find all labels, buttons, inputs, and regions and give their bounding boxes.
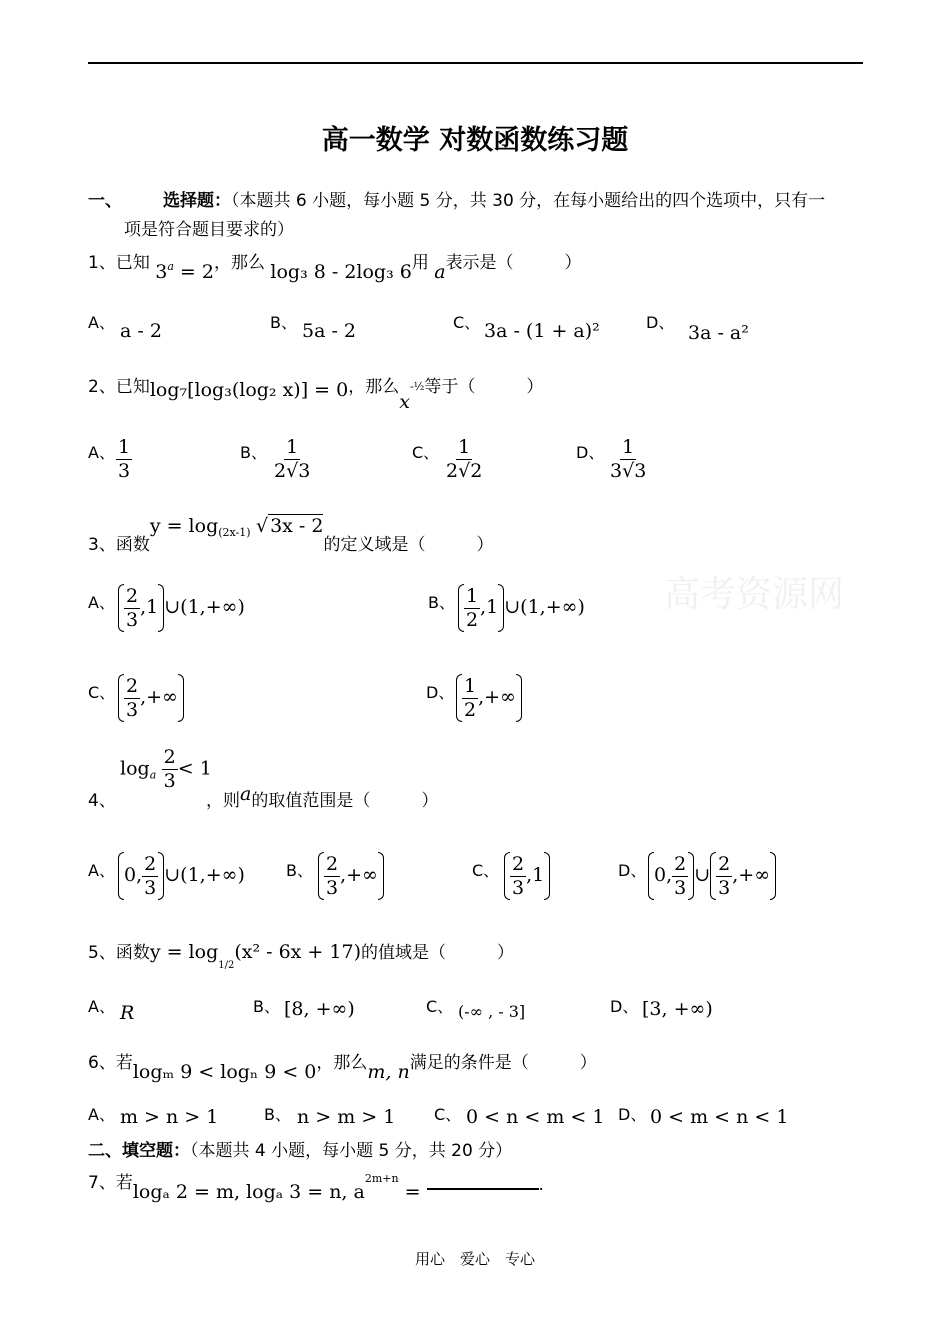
header-rule xyxy=(88,62,863,64)
q4-option-d-label: D、 xyxy=(618,861,647,880)
q3-d-rest: ,+∞ xyxy=(478,686,516,708)
q2-mid: ，那么 xyxy=(348,377,400,397)
q4-log: log xyxy=(120,757,150,780)
q6-number: 6、若 xyxy=(88,1053,133,1073)
question-5 xyxy=(88,938,514,971)
q4-base: a xyxy=(149,768,157,782)
q2-c-num: 1 xyxy=(458,436,471,458)
q4-b-frac: $\frac{2}{3}$ xyxy=(326,852,339,899)
q3-option-d-label: D、 xyxy=(426,683,455,702)
q2-option-b-frac xyxy=(272,436,312,483)
q6-vars: m, n xyxy=(367,1061,410,1083)
q6-expr: logₘ 9 < logₙ 9 < 0 xyxy=(132,1061,317,1083)
q3-option-b xyxy=(458,584,585,632)
section1-header xyxy=(163,186,825,211)
q3-radicand: 3x - 2 xyxy=(270,515,324,537)
q6-option-b: n > m > 1 xyxy=(297,1106,396,1128)
q2-option-b xyxy=(272,436,312,483)
q2-b-den: 2√3 xyxy=(274,459,311,482)
q2-option-c xyxy=(444,436,484,483)
question-2 xyxy=(88,372,544,413)
q4-option-c: $\frac{2}{3}$ ,1 xyxy=(504,852,550,900)
q3-c-den: 3 xyxy=(126,698,139,721)
q3-b-num: 1 xyxy=(466,584,479,607)
q7-exp: 2m+n xyxy=(364,1172,399,1185)
q6-option-a-label: A、 xyxy=(88,1105,115,1124)
q2-option-d-frac xyxy=(608,436,648,483)
q4-a-frac: $\frac{2}{3}$ xyxy=(144,852,157,899)
watermark: 高考资源网 xyxy=(664,574,845,615)
q1-option-d: 3a - a² xyxy=(688,322,749,344)
q6-option-d-label: D、 xyxy=(618,1105,647,1124)
q4-option-a-label: A、 xyxy=(88,861,115,880)
q2-b-num: 1 xyxy=(286,436,299,458)
q1-option-c-label: C、 xyxy=(453,313,481,332)
q4-number: 4、 xyxy=(88,791,116,811)
q2-option-b-label: B、 xyxy=(240,443,267,462)
q3-b-frac xyxy=(464,585,480,632)
q2-option-a-label: A、 xyxy=(88,443,115,462)
q5-option-b: [8, +∞) xyxy=(284,998,355,1020)
q4-mid: ，则 xyxy=(206,791,240,811)
q4-frac xyxy=(162,746,178,793)
q7-number: 7、若 xyxy=(88,1173,133,1193)
q3-number: 3、函数 xyxy=(88,535,150,555)
q3-a-union: ∪(1,+∞) xyxy=(164,596,245,618)
q7-expr: logₐ 2 = m, logₐ 3 = n, a xyxy=(132,1181,365,1203)
q2-c-den: 2√2 xyxy=(446,459,483,482)
q5-option-a-label: A、 xyxy=(88,997,115,1016)
q4-tail: 的取值范围是（ ） xyxy=(251,791,439,811)
q1-tail: 表示是（ ） xyxy=(445,253,582,273)
q3-d-num: 1 xyxy=(464,674,477,697)
q4-ineq: < 1 xyxy=(177,757,212,780)
q4-d-close2 xyxy=(770,852,776,900)
section1-desc-line2: 项是符合题目要求的） xyxy=(124,220,294,240)
q4-c-close xyxy=(544,852,550,900)
q4-frac-den: 3 xyxy=(163,769,176,792)
q1-option-a-label: A、 xyxy=(88,313,115,332)
q3-sqrt: √ 3x - 2 xyxy=(255,515,324,537)
question-6 xyxy=(88,1048,597,1083)
q5-expr: y = log xyxy=(149,941,219,963)
q5-tail: 的值域是（ ） xyxy=(360,943,514,963)
question-3 xyxy=(88,512,494,555)
q2-exponent: -½ xyxy=(409,380,425,393)
q3-c-close xyxy=(178,674,184,722)
q1-option-b-label: B、 xyxy=(270,313,297,332)
q7-eq: = xyxy=(398,1181,421,1203)
question-1 xyxy=(88,248,582,283)
q4-option-d: 0, $\frac{2}{3}$ ∪ $\frac{2}{3}$ ,+∞ xyxy=(648,852,776,900)
q3-c-frac xyxy=(124,675,140,722)
q4-c-frac: $\frac{2}{3}$ xyxy=(512,852,525,899)
q1-option-d-label: D、 xyxy=(646,313,675,332)
q1-option-a: a - 2 xyxy=(120,320,162,342)
q2-tail: 等于（ ） xyxy=(424,377,544,397)
q2-d-den: 3√3 xyxy=(610,459,647,482)
q4-d-open1 xyxy=(648,852,654,900)
q4-d-frac1: $\frac{2}{3}$ xyxy=(674,852,687,899)
q1-use: 用 xyxy=(411,253,429,273)
q3-option-c-label: C、 xyxy=(88,683,116,702)
q4-var: a xyxy=(240,783,252,805)
q3-option-c xyxy=(118,674,184,722)
q3-c-num: 2 xyxy=(126,674,139,697)
q3-a-num: 2 xyxy=(126,584,139,607)
q3-b-union: ∪(1,+∞) xyxy=(504,596,585,618)
q3-d-den: 2 xyxy=(464,698,477,721)
q6-option-c: 0 < n < m < 1 xyxy=(466,1106,605,1128)
q4-option-b-label: B、 xyxy=(286,861,313,880)
question-4 xyxy=(120,746,212,793)
q6-option-d: 0 < m < n < 1 xyxy=(650,1106,789,1128)
q1-mid: ，那么 xyxy=(213,253,265,273)
q4-option-b: $\frac{2}{3}$ ,+∞ xyxy=(318,852,384,900)
q3-a-frac xyxy=(124,585,140,632)
q2-option-a xyxy=(116,436,132,483)
q4-d-frac2: $\frac{2}{3}$ xyxy=(718,852,731,899)
q4-option-a: 0, $\frac{2}{3}$ ∪(1,+∞) xyxy=(118,852,245,900)
q2-expression: log₇[log₃(log₂ x)] = 0 xyxy=(149,379,349,401)
section1-desc-line1: （本题共 6 小题，每小题 5 分，共 30 分，在每小题给出的四个选项中，只有一 xyxy=(231,191,826,211)
q3-tail: 的定义域是（ ） xyxy=(323,535,494,555)
footer: 用心 爱心 专心 xyxy=(414,1250,535,1268)
q4-d-close1 xyxy=(688,852,694,900)
q5-arg: (x² - 6x + 17) xyxy=(234,941,361,963)
q2-a-num: 1 xyxy=(118,436,131,458)
q5-option-a: R xyxy=(120,1002,135,1024)
section1-label: 一、 xyxy=(88,191,122,211)
q2-number: 2、已知 xyxy=(88,377,150,397)
q4-a-close xyxy=(158,852,164,900)
q4-frac-num: 2 xyxy=(163,746,176,768)
q1-number: 1、已知 xyxy=(88,253,150,273)
q1-cond-rest: = 2 xyxy=(173,261,214,283)
q5-option-c: (-∞ , - 3] xyxy=(458,1002,526,1021)
q2-option-c-label: C、 xyxy=(412,443,440,462)
q7-answer-blank[interactable] xyxy=(427,1188,539,1190)
q1-condition xyxy=(155,261,214,283)
q3-option-d xyxy=(456,674,522,722)
q3-c-rest: ,+∞ xyxy=(140,686,178,708)
q2-option-d-label: D、 xyxy=(576,443,605,462)
q2-d-num: 1 xyxy=(622,436,635,458)
q4-b-close xyxy=(378,852,384,900)
q3-b-rest: ,1 xyxy=(480,596,499,618)
q3-b-den: 2 xyxy=(466,608,479,631)
q4-option-c-label: C、 xyxy=(472,861,500,880)
q3-base: (2x-1) xyxy=(218,526,251,539)
section2-header xyxy=(88,1136,512,1161)
q2-var: x xyxy=(399,391,410,413)
q6-option-a: m > n > 1 xyxy=(120,1106,219,1128)
q2-option-c-frac xyxy=(444,436,484,483)
q5-option-d: [3, +∞) xyxy=(642,998,713,1020)
q1-expression: log₃ 8 - 2log₃ 6 xyxy=(270,261,412,283)
q3-option-a xyxy=(118,584,245,632)
q3-option-a-label: A、 xyxy=(88,593,115,612)
q1-option-b: 5a - 2 xyxy=(302,320,357,342)
q3-expr-y: y = log xyxy=(149,515,219,537)
q6-option-b-label: B、 xyxy=(264,1105,291,1124)
section2-desc: （本题共 4 小题，每小题 5 分，共 20 分） xyxy=(190,1141,513,1161)
section2-heading: 二、填空题： xyxy=(88,1141,190,1161)
q5-option-b-label: B、 xyxy=(253,997,280,1016)
q6-option-c-label: C、 xyxy=(434,1105,462,1124)
q1-option-c: 3a - (1 + a)² xyxy=(484,320,600,342)
q3-option-b-label: B、 xyxy=(428,593,455,612)
q5-number: 5、函数 xyxy=(88,943,150,963)
q6-tail: 满足的条件是（ ） xyxy=(409,1053,597,1073)
q7-end: . xyxy=(538,1175,544,1195)
question-7 xyxy=(88,1168,544,1203)
q5-base: 1/2 xyxy=(218,960,235,971)
q1-var: a xyxy=(434,261,446,283)
section1-heading: 选择题： xyxy=(163,191,231,211)
page-title: 高一数学 对数函数练习题 xyxy=(321,125,629,156)
q1-cond-base: 3 xyxy=(155,261,168,283)
q5-option-d-label: D、 xyxy=(610,997,639,1016)
q4-rest xyxy=(206,783,439,811)
q3-d-close xyxy=(516,674,522,722)
q3-d-frac xyxy=(462,675,478,722)
q2-option-a-frac xyxy=(116,436,132,483)
q6-mid: ，那么 xyxy=(316,1053,368,1073)
q2-a-den: 3 xyxy=(118,459,131,482)
q3-a-rest: ,1 xyxy=(140,596,159,618)
q4-a-open xyxy=(118,852,124,900)
q5-option-c-label: C、 xyxy=(426,997,454,1016)
q2-option-d xyxy=(608,436,648,483)
q3-a-den: 3 xyxy=(126,608,139,631)
q1-cond-exp: a xyxy=(167,260,174,273)
